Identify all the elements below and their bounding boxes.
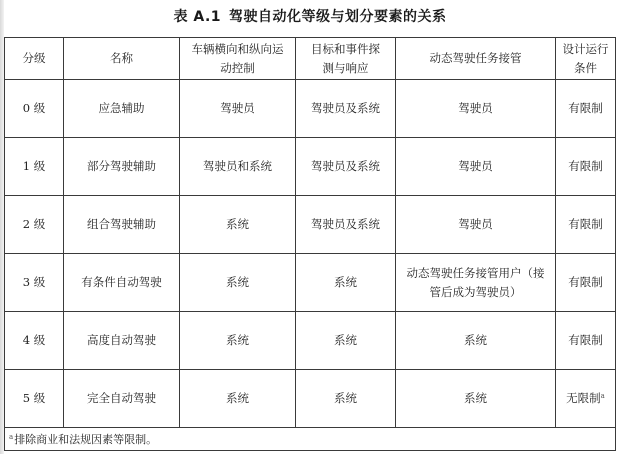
table-row	[5, 196, 616, 254]
header-motion-control: 车辆横向和纵向运动控制	[180, 38, 296, 80]
cell-level: 1 级	[5, 138, 64, 196]
header-oedr: 目标和事件探测与响应	[296, 38, 396, 80]
footnote-marker: a	[600, 392, 605, 400]
footnote-text: 排除商业和法规因素等限制。	[14, 432, 158, 446]
cell-oedr: 系统	[296, 370, 396, 428]
table-number: 表 A.1	[173, 9, 222, 25]
cell-fallback: 驾驶员	[396, 196, 556, 254]
cell-level: 4 级	[5, 312, 64, 370]
cell-odd: 有限制	[556, 138, 616, 196]
cell-name: 组合驾驶辅助	[64, 196, 180, 254]
footnote-marker: a	[9, 432, 14, 441]
table-row	[5, 138, 616, 196]
cell-fallback: 驾驶员	[396, 80, 556, 138]
cell-oedr: 系统	[296, 312, 396, 370]
cell-level: 0 级	[5, 80, 64, 138]
cell-motion-control: 系统	[180, 370, 296, 428]
header-fallback: 动态驾驶任务接管	[396, 38, 556, 80]
cell-level: 2 级	[5, 196, 64, 254]
cell-fallback: 驾驶员	[396, 138, 556, 196]
header-name: 名称	[64, 38, 180, 80]
cell-fallback: 系统	[396, 312, 556, 370]
header-level: 分级	[5, 38, 64, 80]
table-title	[0, 6, 620, 26]
cell-level: 3 级	[5, 254, 64, 312]
cell-name: 应急辅助	[64, 80, 180, 138]
cell-motion-control: 驾驶员	[180, 80, 296, 138]
automation-levels-table	[4, 37, 616, 451]
cell-motion-control: 系统	[180, 312, 296, 370]
cell-oedr: 驾驶员及系统	[296, 196, 396, 254]
cell-motion-control: 系统	[180, 254, 296, 312]
table-row	[5, 254, 616, 312]
cell-odd	[556, 370, 616, 428]
cell-name: 完全自动驾驶	[64, 370, 180, 428]
cell-fallback: 动态驾驶任务接管用户（接管后成为驾驶员）	[396, 254, 556, 312]
cell-fallback: 系统	[396, 370, 556, 428]
cell-odd: 有限制	[556, 80, 616, 138]
table-row	[5, 80, 616, 138]
cell-odd: 有限制	[556, 196, 616, 254]
cell-oedr: 驾驶员及系统	[296, 80, 396, 138]
cell-oedr: 系统	[296, 254, 396, 312]
cell-odd: 有限制	[556, 312, 616, 370]
header-row	[5, 38, 616, 80]
footnote-row	[5, 428, 616, 451]
cell-odd: 有限制	[556, 254, 616, 312]
table-caption: 驾驶自动化等级与划分要素的关系	[229, 9, 447, 25]
odd-value: 无限制	[566, 391, 601, 405]
footnote-cell	[5, 428, 616, 451]
cell-name: 高度自动驾驶	[64, 312, 180, 370]
cell-level: 5 级	[5, 370, 64, 428]
header-odd: 设计运行条件	[556, 38, 616, 80]
cell-motion-control: 系统	[180, 196, 296, 254]
cell-motion-control: 驾驶员和系统	[180, 138, 296, 196]
cell-name: 有条件自动驾驶	[64, 254, 180, 312]
table-row	[5, 312, 616, 370]
cell-name: 部分驾驶辅助	[64, 138, 180, 196]
table-row	[5, 370, 616, 428]
cell-oedr: 驾驶员及系统	[296, 138, 396, 196]
